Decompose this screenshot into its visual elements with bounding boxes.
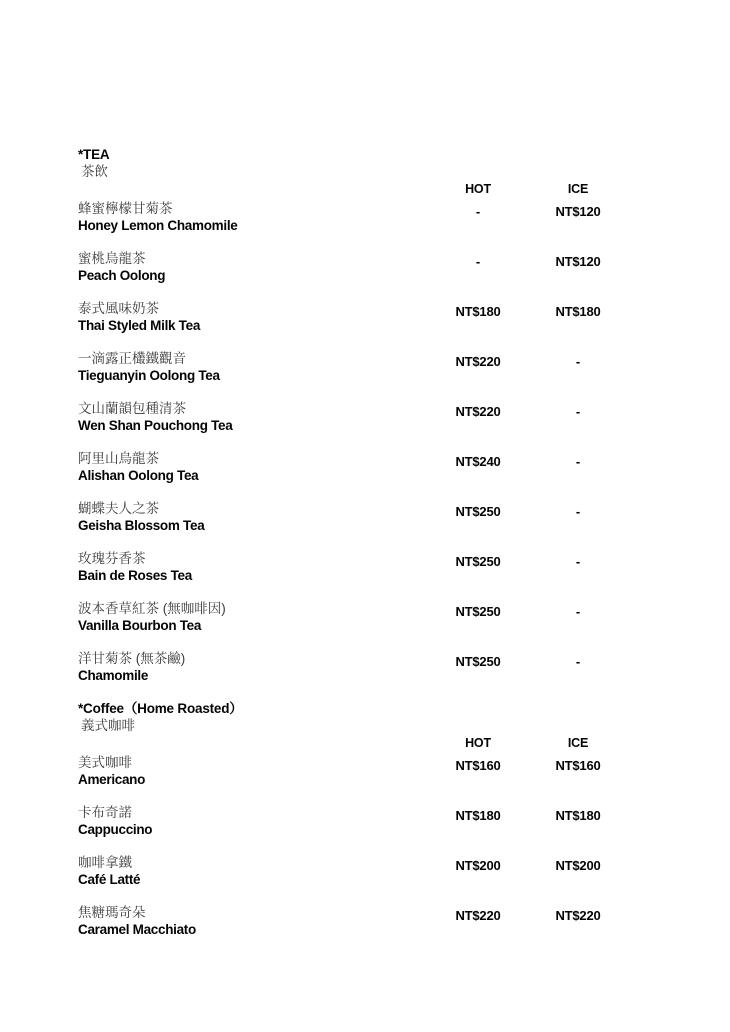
item-price-hot: - — [475, 204, 481, 219]
item-name-zh: 泰式風味奶茶 — [78, 301, 159, 316]
item-names — [78, 501, 428, 534]
item-price-hot: NT$180 — [455, 304, 501, 319]
item-price-hot: NT$250 — [455, 654, 501, 669]
menu-item-row — [78, 501, 630, 534]
item-name-en: Tieguanyin Oolong Tea — [78, 367, 220, 383]
item-name-zh: 美式咖啡 — [78, 755, 132, 770]
item-name-zh: 阿里山烏龍茶 — [78, 451, 159, 466]
coffee-section-header — [78, 701, 630, 734]
menu-item-row — [78, 451, 630, 484]
item-price-ice: - — [575, 604, 581, 619]
item-name-zh: 蜜桃烏龍茶 — [78, 251, 146, 266]
menu-section-tea — [78, 147, 630, 684]
coffee-column-header-row — [78, 736, 630, 752]
item-names — [78, 201, 428, 234]
tea-section-header — [78, 147, 630, 180]
menu-item-row — [78, 401, 630, 434]
item-names — [78, 401, 428, 434]
menu-item-row — [78, 905, 630, 938]
tea-section-title-zh: 茶飲 — [81, 163, 108, 179]
item-name-en: Honey Lemon Chamomile — [78, 217, 238, 233]
item-price-ice: - — [575, 554, 581, 569]
tea-column-header-row — [78, 182, 630, 198]
item-names — [78, 601, 428, 634]
item-names — [78, 351, 428, 384]
hot-column-header: HOT — [465, 182, 491, 196]
item-name-en: Americano — [78, 771, 146, 787]
item-name-en: Cappuccino — [78, 821, 153, 837]
tea-items-list — [78, 201, 630, 684]
item-price-ice: - — [575, 504, 581, 519]
menu-item-row — [78, 551, 630, 584]
menu-section-coffee — [78, 701, 630, 938]
item-price-hot: NT$240 — [455, 454, 501, 469]
hot-column-header: HOT — [465, 736, 491, 750]
item-name-en: Caramel Macchiato — [78, 921, 196, 937]
item-name-zh: 卡布奇諾 — [78, 805, 132, 820]
menu-item-row — [78, 855, 630, 888]
item-price-hot: NT$250 — [455, 554, 501, 569]
item-name-en: Thai Styled Milk Tea — [78, 317, 201, 333]
item-names — [78, 855, 428, 888]
item-price-ice: NT$180 — [555, 304, 601, 319]
item-name-en: Bain de Roses Tea — [78, 567, 192, 583]
item-name-en: Wen Shan Pouchong Tea — [78, 417, 233, 433]
menu-item-row — [78, 251, 630, 284]
item-name-en: Chamomile — [78, 667, 149, 683]
item-price-hot: - — [475, 254, 481, 269]
item-price-ice: - — [575, 454, 581, 469]
item-name-en: Vanilla Bourbon Tea — [78, 617, 202, 633]
item-name-en: Café Latté — [78, 871, 141, 887]
item-price-ice: NT$200 — [555, 858, 601, 873]
item-names — [78, 651, 428, 684]
item-price-ice: NT$220 — [555, 908, 601, 923]
menu-item-row — [78, 755, 630, 788]
item-price-ice: NT$120 — [555, 254, 601, 269]
tea-section-title-en: *TEA — [78, 147, 110, 162]
item-price-ice: NT$120 — [555, 204, 601, 219]
spacer — [78, 182, 428, 198]
item-price-ice: - — [575, 654, 581, 669]
item-name-en: Geisha Blossom Tea — [78, 517, 205, 533]
item-name-zh: 蝴蝶夫人之茶 — [78, 501, 159, 516]
item-name-zh: 玫瑰芬香茶 — [78, 551, 146, 566]
item-names — [78, 755, 428, 788]
item-price-ice: NT$180 — [555, 808, 601, 823]
coffee-section-title-zh: 義式咖啡 — [81, 717, 135, 733]
item-price-hot: NT$250 — [455, 504, 501, 519]
item-price-hot: NT$160 — [455, 758, 501, 773]
item-name-zh: 洋甘菊茶 (無茶鹼) — [78, 651, 186, 666]
menu-page — [78, 147, 630, 955]
item-price-ice: - — [575, 404, 581, 419]
item-names — [78, 805, 428, 838]
menu-item-row — [78, 351, 630, 384]
menu-item-row — [78, 651, 630, 684]
spacer — [78, 736, 428, 752]
menu-item-row — [78, 201, 630, 234]
item-name-zh: 焦糖瑪奇朵 — [78, 905, 146, 920]
item-names — [78, 301, 428, 334]
item-name-zh: 一滴露正欉鐵觀音 — [78, 351, 186, 366]
item-name-en: Peach Oolong — [78, 267, 166, 283]
item-price-hot: NT$250 — [455, 604, 501, 619]
coffee-items-list — [78, 755, 630, 938]
item-names — [78, 451, 428, 484]
item-names — [78, 551, 428, 584]
item-price-hot: NT$220 — [455, 354, 501, 369]
coffee-section-title-en: *Coffee（Home Roasted） — [78, 701, 243, 716]
item-name-zh: 波本香草紅茶 (無咖啡因) — [78, 601, 226, 616]
menu-item-row — [78, 805, 630, 838]
item-name-zh: 蜂蜜檸檬甘菊茶 — [78, 201, 173, 216]
menu-item-row — [78, 601, 630, 634]
item-names — [78, 905, 428, 938]
menu-item-row — [78, 301, 630, 334]
ice-column-header: ICE — [567, 182, 589, 196]
item-price-hot: NT$200 — [455, 858, 501, 873]
item-price-hot: NT$180 — [455, 808, 501, 823]
ice-column-header: ICE — [567, 736, 589, 750]
item-price-ice: NT$160 — [555, 758, 601, 773]
item-name-en: Alishan Oolong Tea — [78, 467, 199, 483]
item-price-hot: NT$220 — [455, 908, 501, 923]
item-price-ice: - — [575, 354, 581, 369]
item-name-zh: 文山蘭韻包種清茶 — [78, 401, 186, 416]
item-names — [78, 251, 428, 284]
item-name-zh: 咖啡拿鐵 — [78, 855, 132, 870]
item-price-hot: NT$220 — [455, 404, 501, 419]
